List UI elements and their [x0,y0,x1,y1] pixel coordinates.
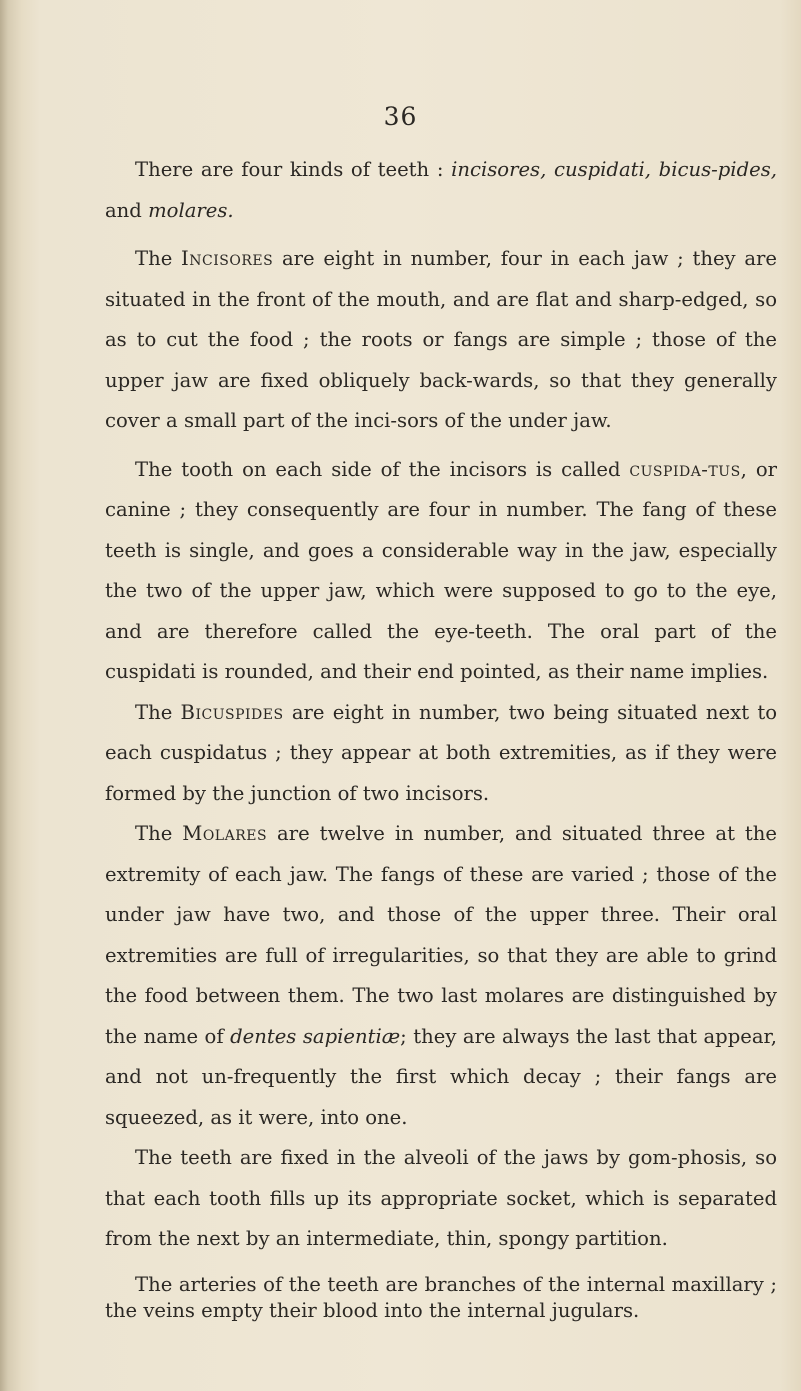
paragraph-incisores [105,239,777,442]
p1-term-molares: molares. [148,198,234,222]
p5-text: are twelve in number, and situated three at the extremity of each jaw. The fangs of these are varied ; those of the under jaw have two, and those of the upper three. Their oral extremities are full of irregularities, so that they are able to grind the food between them. The two last molares are distinguished by the name of [105,822,778,1048]
paragraph-molares [105,814,777,1138]
p1-term-list: incisores, cuspidati, bicus-pides, [451,158,777,181]
p2-lead: The [135,247,182,270]
p1-text: There are four kinds of teeth : [135,158,452,181]
p3-term-cuspidatus: cuspida-tus [629,457,741,481]
p6-text: The teeth are fixed in the alveoli of the jaws by gom-phosis, so that each tooth fills up its appropriate socket, which is separated from the next by an intermediate, thin, spongy partition. [105,1146,777,1250]
p2-term-incisores: Incisores [181,247,274,270]
p4-lead: The [135,700,181,724]
page-number: 36 [383,102,418,131]
p5-term-molares: Molares [182,822,268,845]
p4-text: are eight in number, two being situated next to each cuspidatus ; they appear at both extremities, as if they were formed by the junction of two incisors. [105,700,777,805]
p3-lead: The tooth on each side of the incisors is called [135,457,630,481]
paragraph-bicuspides [105,693,777,815]
p5-lead: The [135,822,183,845]
paragraph-gomphosis [105,1138,777,1260]
paragraph-arteries [105,1272,777,1324]
p7-text: The arteries of the teeth are branches of the internal maxillary ; the veins empty their blood into the internal jugulars. [105,1272,777,1322]
p4-term-bicuspides: Bicuspides [180,700,284,724]
p5-term-dentes-sapientiae: dentes sapientiæ [230,1024,401,1048]
p2-text: are eight in number, four in each jaw ; they are situated in the front of the mouth, and are flat and sharp-edged, so as to cut the food ; the roots or fangs are simple ; those of the upper jaw are fixed obliquely back-wards, so that they generally cover a small part of the inci-sors of the under jaw. [105,247,778,432]
p5-text-end: ; they are always the last that appear, and not un-frequently the first which decay ; their fangs are squeezed, as it were, into one. [105,1024,777,1129]
page-body [105,150,777,1324]
paragraph-kinds-of-teeth [105,150,777,231]
p1-and: and [105,198,149,222]
p3-text: , or canine ; they consequently are four in number. The fang of these teeth is single, and goes a considerable way in the jaw, especially the two of the upper jaw, which were supposed to go to the eye, and are therefore called the eye-teeth. The oral part of the cuspidati is rounded, and their end pointed, as their name implies. [105,457,777,683]
paragraph-cuspidatus [105,450,777,693]
